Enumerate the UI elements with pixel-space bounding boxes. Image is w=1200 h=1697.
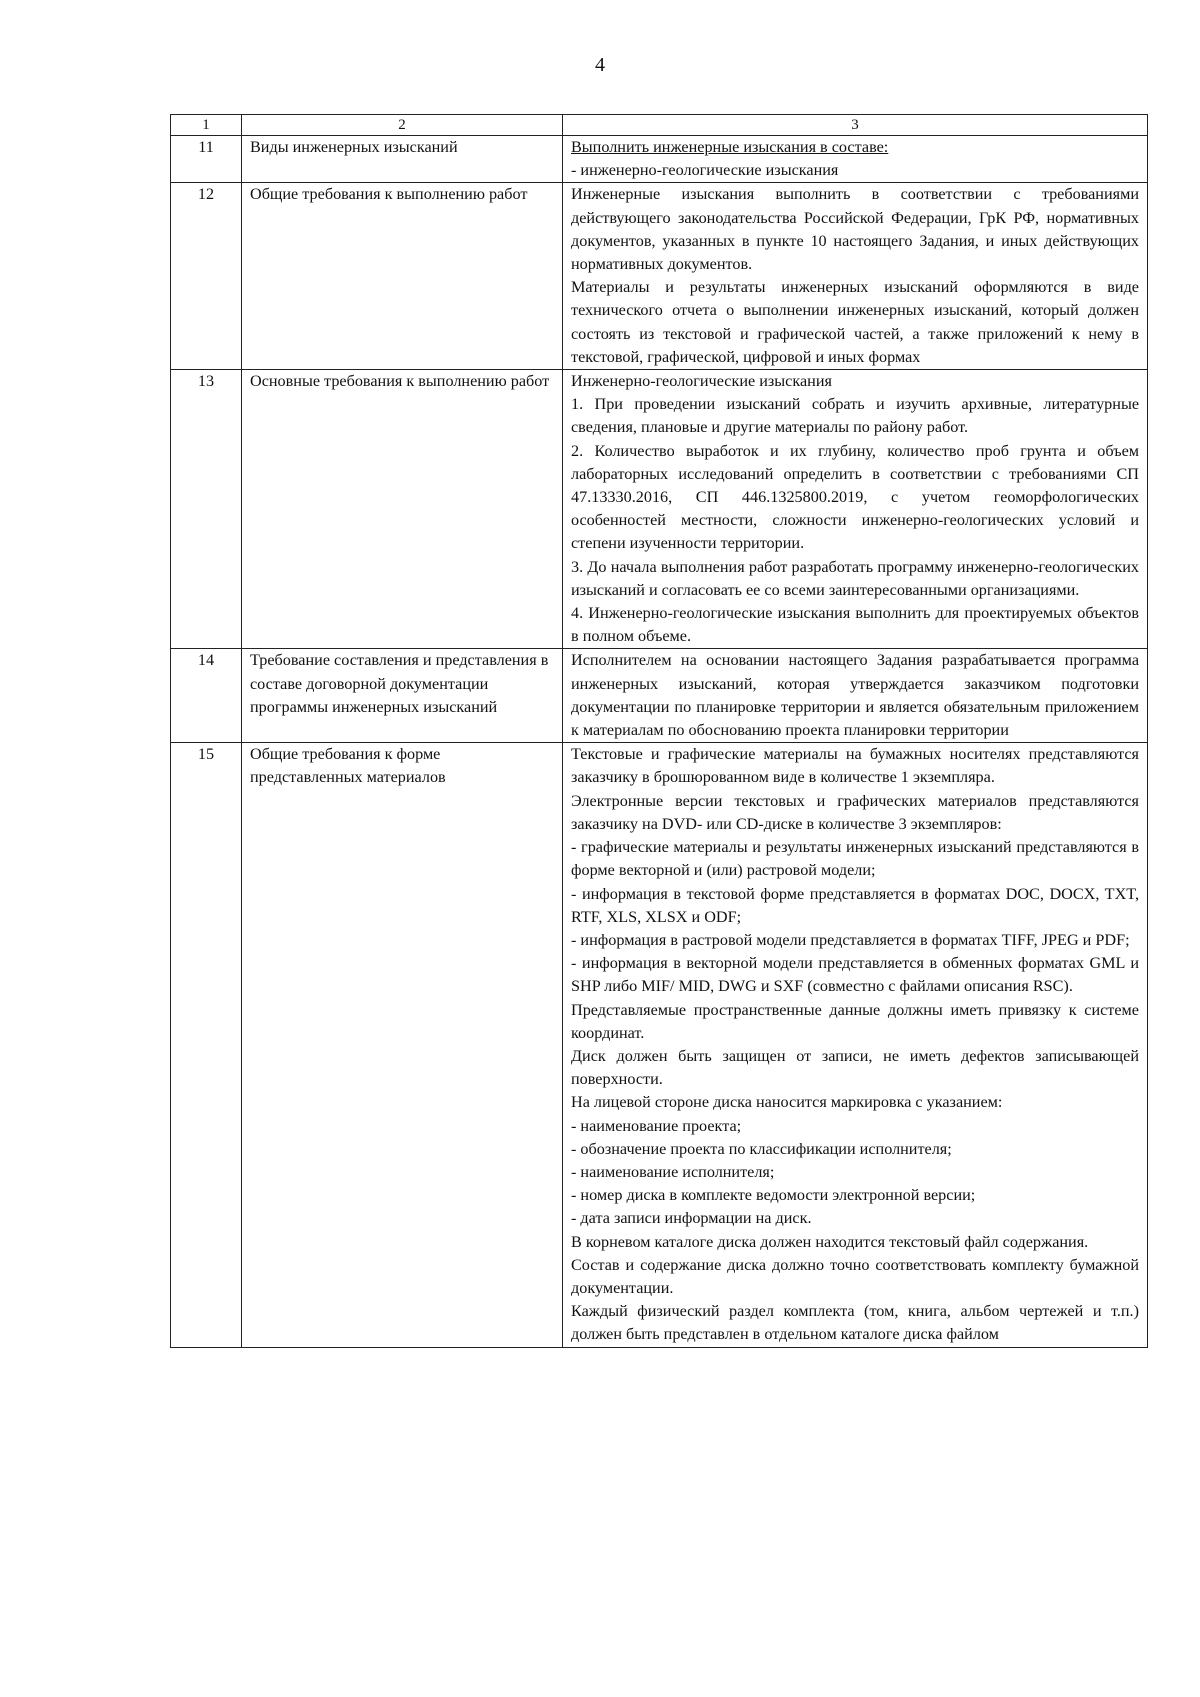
row-title: Общие требования к форме представленных материалов xyxy=(242,743,563,1347)
content-paragraph: Материалы и результаты инженерных изысканий оформляются в виде технического отчета о выполнении инженерных изысканий, который должен состоять из текстовой и графической частей, а также приложений к нему в текстовой, графической, цифровой и иных формах xyxy=(571,278,1139,366)
row-number: 15 xyxy=(171,743,242,1347)
content-paragraph: 4. Инженерно-геологические изыскания выполнить для проектируемых объектов в полном объеме. xyxy=(571,604,1139,646)
row-content xyxy=(563,136,1148,183)
content-paragraph: - наименование проекта; xyxy=(571,1116,742,1135)
row-content xyxy=(563,370,1148,649)
content-paragraph: - наименование исполнителя; xyxy=(571,1162,775,1181)
content-paragraph: 3. До начала выполнения работ разработать программу инженерно-геологических изысканий и согласовать ее со всеми заинтересованными организациями. xyxy=(571,557,1139,599)
row-content xyxy=(563,183,1148,370)
content-paragraph: - информация в векторной модели представляется в обменных форматах GML и SHP либо MIF/ MID, DWG и SXF (совместно с файлами описания RSC). xyxy=(571,954,1139,996)
content-paragraph: Исполнителем на основании настоящего Задания разрабатывается программа инженерных изысканий, которая утверждается заказчиком подготовки документации по планировке территории и является обязательным приложением к материалам по обоснованию проекта планировки территории xyxy=(571,651,1139,740)
row-number: 11 xyxy=(171,136,242,183)
header-col-2: 2 xyxy=(242,115,563,136)
content-lead: Выполнить инженерные изыскания в составе: xyxy=(571,138,889,156)
content-paragraph: Диск должен быть защищен от записи, не иметь дефектов записывающей поверхности. xyxy=(571,1046,1139,1089)
table-row xyxy=(171,183,1148,370)
content-paragraph: Инженерно-геологические изыскания xyxy=(571,372,832,391)
content-paragraph: 2. Количество выработок и их глубину, количество проб грунта и объем лабораторных исследований определить в соответствии с требованиями СП 47.13330.2016, СП 446.1325800.2019, с учетом геоморфологических особенностей местности, сложности инженерно-геологических условий и степени изученности территории. xyxy=(571,441,1139,553)
row-title: Основные требования к выполнению работ xyxy=(242,370,563,649)
row-number: 12 xyxy=(171,183,242,370)
row-number: 14 xyxy=(171,649,242,743)
table-header-row xyxy=(171,115,1148,136)
content-paragraph: 1. При проведении изысканий собрать и изучить архивные, литературные сведения, плановые и другие материалы по району работ. xyxy=(571,395,1139,437)
content-paragraph: - инженерно-геологические изыскания xyxy=(571,161,839,180)
content-paragraph: В корневом каталоге диска должен находится текстовый файл содержания. xyxy=(571,1232,1089,1251)
page-number: 4 xyxy=(595,54,605,76)
header-col-1: 1 xyxy=(171,115,242,136)
table-row xyxy=(171,370,1148,649)
row-title: Общие требования к выполнению работ xyxy=(242,183,563,370)
table-row xyxy=(171,649,1148,743)
content-paragraph: - графические материалы и результаты инженерных изысканий представляются в форме векторной и (или) растровой модели; xyxy=(571,838,1139,880)
content-paragraph: На лицевой стороне диска наносится маркировка с указанием: xyxy=(571,1093,1003,1112)
row-content xyxy=(563,743,1148,1347)
requirements-table xyxy=(170,114,1148,1348)
header-col-3: 3 xyxy=(563,115,1148,136)
content-paragraph: Электронные версии текстовых и графических материалов представляются заказчику на DVD- или CD-диске в количестве 3 экземпляров: xyxy=(571,791,1139,833)
table-row xyxy=(171,136,1148,183)
content-paragraph: - обозначение проекта по классификации исполнителя; xyxy=(571,1139,952,1158)
content-paragraph: Каждый физический раздел комплекта (том, книга, альбом чертежей и т.п.) должен быть представлен в отдельном каталоге диска файлом xyxy=(571,1302,1139,1344)
row-title: Требование составления и представления в составе договорной документации программы инженерных изысканий xyxy=(242,649,563,743)
content-paragraph: - информация в растровой модели представляется в форматах TIFF, JPEG и PDF; xyxy=(571,930,1130,949)
content-paragraph: - номер диска в комплекте ведомости электронной версии; xyxy=(571,1186,976,1205)
row-title: Виды инженерных изысканий xyxy=(242,136,563,183)
content-paragraph: Инженерные изыскания выполнить в соответствии с требованиями действующего законодательства Российской Федерации, ГрК РФ, нормативных документов, указанных в пункте 10 настоящего Задания, и иных действующих нормативных документов. xyxy=(571,185,1139,274)
content-paragraph: - дата записи информации на диск. xyxy=(571,1209,812,1228)
row-number: 13 xyxy=(171,370,242,649)
content-paragraph: Представляемые пространственные данные должны иметь привязку к системе координат. xyxy=(571,1000,1139,1042)
table-row xyxy=(171,743,1148,1347)
row-content xyxy=(563,649,1148,743)
content-paragraph: Текстовые и графические материалы на бумажных носителях представляются заказчику в брошюрованном виде в количестве 1 экземпляра. xyxy=(571,745,1139,787)
content-paragraph: Состав и содержание диска должно точно соответствовать комплекту бумажной документации. xyxy=(571,1255,1139,1297)
content-paragraph: - информация в текстовой форме представляется в форматах DOC, DOCX, TXT, RTF, XLS, XLSX и ODF; xyxy=(571,884,1139,926)
